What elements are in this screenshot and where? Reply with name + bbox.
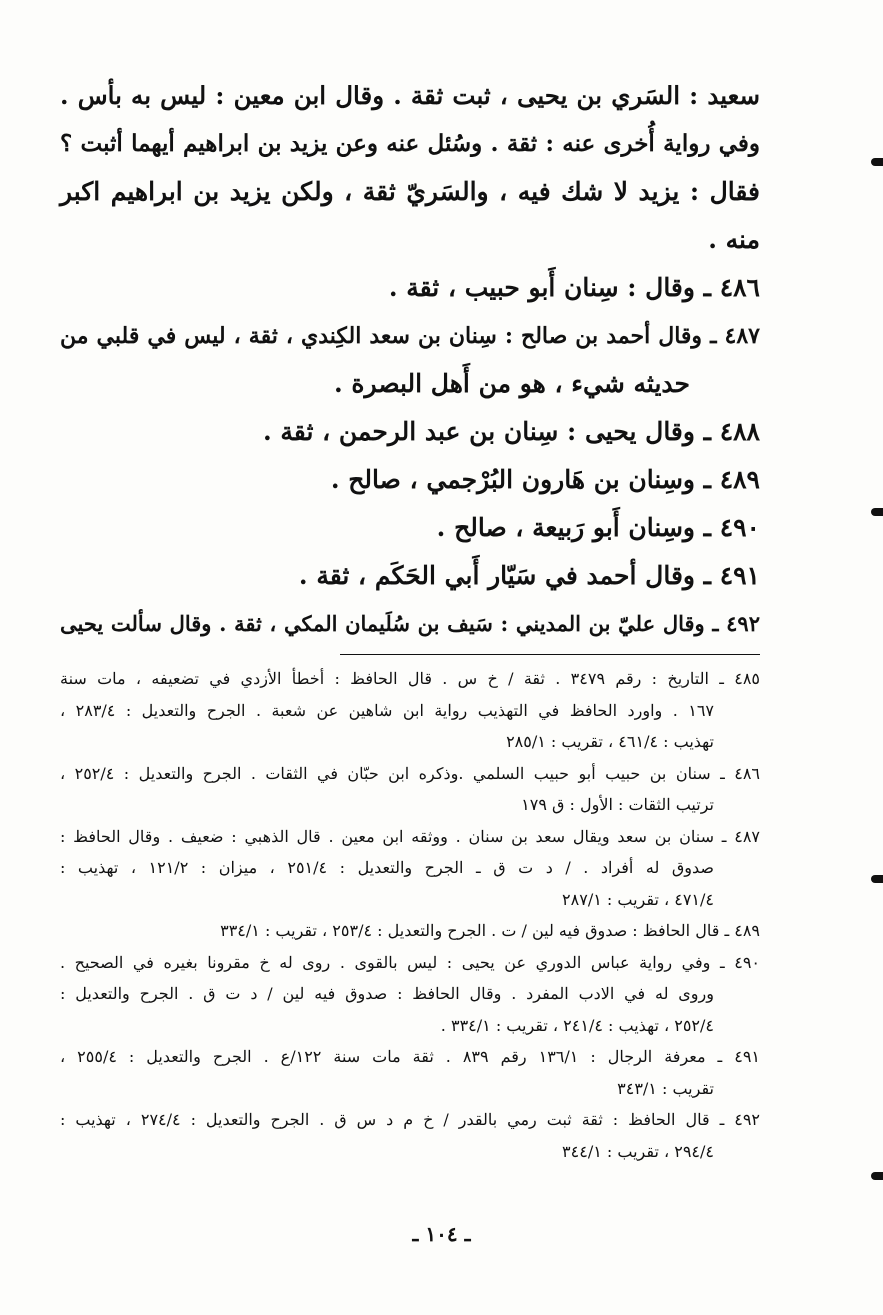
- footnote-489: ٤٨٩ ـ قال الحافظ : صدوق فيه لين / ت . الجرح والتعديل : ٢٥٣/٤ ، تقريب : ٣٣٤/١: [220, 921, 760, 940]
- footnote-490-continuation: وروى له في الادب المفرد . وقال الحافظ : صدوق فيه لين / د ت ق . الجرح والتعديل :: [60, 984, 714, 1003]
- footnote-487-continuation: ٤٧١/٤ ، تقريب : ٢٨٧/١: [562, 889, 714, 909]
- main-text-line: منه .: [708, 225, 760, 254]
- footnote-separator: [340, 654, 760, 655]
- entry-492: ٤٩٢ ـ وقال عليّ بن المديني : سَيف بن سُلَيمان المكي ، ثقة . وقال سألت يحيى: [60, 611, 760, 636]
- footnote-491: ٤٩١ ـ معرفة الرجال : ١٣٦/١ رقم ٨٣٩ . ثقة مات سنة ١٢٢/ع . الجرح والتعديل : ٢٥٥/٤ ،: [60, 1047, 761, 1066]
- main-text-line: سعيد : السَري بن يحيى ، ثبت ثقة . وقال ابن معين : ليس به بأس .: [60, 81, 760, 110]
- footnote-492-continuation: ٢٩٤/٤ ، تقريب : ٣٤٤/١: [562, 1141, 714, 1161]
- document-page: [60, 72, 760, 1167]
- entry-489: ٤٨٩ ـ وسِنان بن هَارون البُرْجمي ، صالح .: [330, 465, 760, 494]
- main-text-line: فقال : يزيد لا شك فيه ، والسَريّ ثقة ، ولكن يزيد بن ابراهيم اكبر: [60, 177, 760, 206]
- scan-edge-mark-2: [871, 508, 883, 516]
- entry-487-continuation: حديثه شيء ، هو من أَهل البصرة .: [334, 369, 690, 398]
- footnote-485-continuation: ١٦٧ . واورد الحافظ في التهذيب رواية ابن شاهين عن شعبة . الجرح والتعديل : ٢٨٣/٤ ،: [60, 700, 715, 720]
- entry-488: ٤٨٨ ـ وقال يحيى : سِنان بن عبد الرحمن ، ثقة .: [263, 417, 760, 446]
- footnote-491-continuation: تقريب : ٣٤٣/١: [617, 1078, 714, 1098]
- footnote-485: ٤٨٥ ـ التاريخ : رقم ٣٤٧٩ . ثقة / خ س . قال الحافظ : أخطأ الأزدي في تضعيفه ، مات سنة: [60, 669, 760, 688]
- footnote-490-continuation: ٢٥٢/٤ ، تهذيب : ٢٤١/٤ ، تقريب : ٣٣٤/١ .: [440, 1015, 714, 1035]
- main-text-line: وفي رواية أُخرى عنه : ثقة . وسُئل عنه وعن يزيد بن ابراهيم أيهما أثبت ؟: [60, 130, 760, 157]
- footnote-490: ٤٩٠ ـ وفي رواية عباس الدوري عن يحيى : ليس بالقوى . روى له خ مقرونا بغيره في الصحيح .: [60, 952, 760, 972]
- footnote-492: ٤٩٢ ـ قال الحافظ : ثقة ثبت رمي بالقدر / خ م د س ق . الجرح والتعديل : ٢٧٤/٤ ، تهذيب :: [60, 1110, 760, 1129]
- page-number: ـ ١٠٤ ـ: [412, 1222, 471, 1246]
- entry-491: ٤٩١ ـ وقال أحمد في سَيّار أَبي الحَكَم ، ثقة .: [298, 561, 760, 590]
- footnote-487: ٤٨٧ ـ سنان بن سعد ويقال سعد بن سنان . ووثقه ابن معين . قال الذهبي : ضعيف . وقال الحافظ :: [60, 826, 760, 846]
- entry-490: ٤٩٠ ـ وسِنان أَبو رَبيعة ، صالح .: [436, 513, 760, 542]
- scan-edge-mark-3: [871, 875, 883, 883]
- footnote-487-continuation: صدوق له أفراد . / د ت ق ـ الجرح والتعديل : ٢٥١/٤ ، ميزان : ١٢١/٢ ، تهذيب :: [60, 858, 714, 877]
- main-text: [60, 72, 760, 648]
- entry-486: ٤٨٦ ـ وقال : سِنان أَبو حبيب ، ثقة .: [388, 273, 760, 302]
- footnote-485-continuation: تهذيب : ٤٦١/٤ ، تقريب : ٢٨٥/١: [506, 732, 714, 751]
- footnote-486-continuation: ترتيب الثقات : الأول : ق ١٧٩: [521, 795, 714, 814]
- entry-487: ٤٨٧ ـ وقال أحمد بن صالح : سِنان بن سعد الكِندي ، ثقة ، ليس في قلبي من: [60, 323, 760, 349]
- footnotes: [60, 663, 760, 1167]
- footnote-486: ٤٨٦ ـ سنان بن حبيب أبو حبيب السلمي .وذكره ابن حبّان في الثقات . الجرح والتعديل : ٢٥٢/٤ ،: [60, 763, 761, 783]
- scan-edge-mark-4: [871, 1172, 883, 1180]
- scan-edge-mark-1: [871, 158, 883, 166]
